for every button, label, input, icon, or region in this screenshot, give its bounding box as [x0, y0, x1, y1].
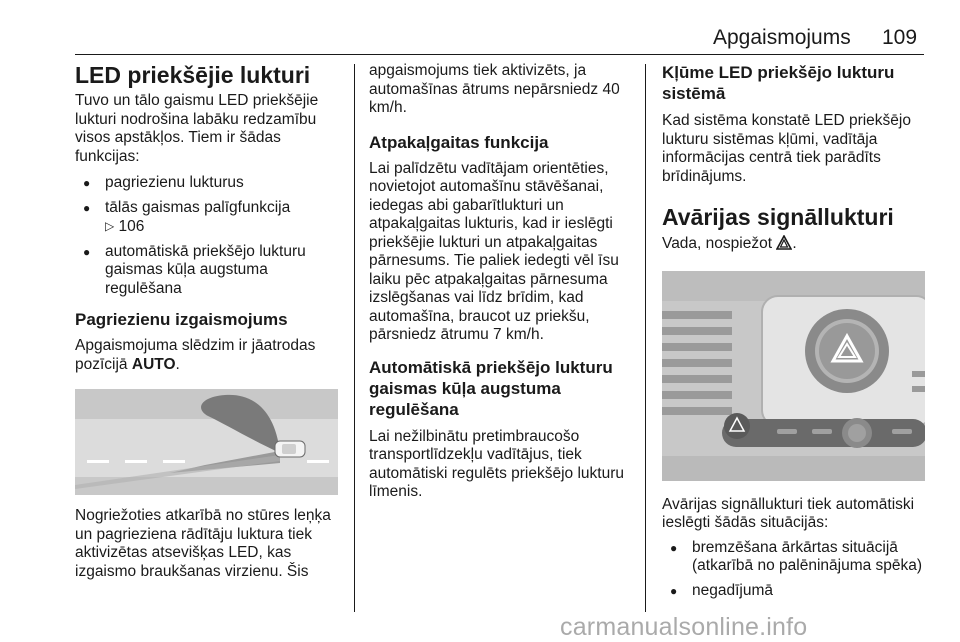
cornering-continuation: apgaismojums tiek aktivizēts, ja automašīnas ātrums nepārsniedz 40 km/h. [369, 62, 620, 116]
hazard-triangle-icon [776, 235, 792, 256]
page-ref-arrow-icon: ▷ [105, 219, 115, 233]
column-3 [662, 62, 932, 600]
fault-paragraph: Kad sistēma konstatē LED priekšējo lukturu sistēmas kļūmi, vadītāja informācijas centrā tiek parādīts brīdinājums. [662, 112, 911, 185]
bullet-item: ● negadījumā [662, 582, 932, 601]
bullet-item: ● bremzēšana ārkārtas situācijā (atkarībā no palēninājuma spēka) [662, 539, 932, 576]
sub-heading-led-fault: Kļūme LED priekšējo lukturu sistēmā [662, 63, 895, 103]
hazard-button-illustration [662, 271, 925, 481]
footer-watermark: carmanualsonline.info [560, 613, 808, 641]
auto-levelling-paragraph: Lai nežilbinātu pretimbraucošo transportlīdzekļu vadītājus, tiek automātiski regulēts priekšējo lukturu līmenis. [369, 427, 625, 500]
column-separator-1 [354, 64, 355, 612]
column-1 [75, 62, 345, 581]
sub-heading-cornering: Pagriezienu izgaismojums [75, 310, 288, 329]
hazard-auto-paragraph: Avārijas signāllukturi tiek automātiski ieslēgti šādās situācijās: [662, 495, 915, 531]
cornering-paragraph: Apgaismojuma slēdzim ir jāatrodas pozīcijā AUTO. [75, 337, 316, 373]
bullet-item: ● tālās gaismas palīgfunkcija ▷ 106 [75, 199, 345, 237]
bullet-item: ● automātiskā priekšējo lukturu gaismas kūļa augstuma regulēšana [75, 243, 345, 299]
page-number: 109 [882, 26, 918, 49]
reverse-paragraph: Lai palīdzētu vadītājam orientēties, novietojot automašīnu stāvēšanai, iedegas abi gabarītlukturi un atpakaļgaitas lukturis, kad ir ieslēgti priekšējie lukturi un atpakaļgaitas pārnesums. Tie paliek iedegti vēl īsu laiku pēc atpakaļgaitas pārnesuma izslēgšanas vai līdz brīdim, kad automašīna, braucot uz priekšu, pārsniedz ātrumu 7 km/h. [369, 159, 619, 343]
page-ref-link[interactable]: 106 [118, 218, 145, 235]
section-heading-hazard: Avārijas signāllukturi [662, 204, 894, 230]
intro-paragraph: Tuvo un tālo gaismu LED priekšējie lukturi nodrošina labāku redzamību visos apstākļos. Tiem ir šādas funkcijas: [75, 92, 319, 165]
page-header-title: Apgaismojums [713, 26, 851, 49]
section-heading-led-headlights: LED priekšējie lukturi [75, 62, 311, 88]
hazard-intro: Vada, nospiežot . [662, 235, 932, 256]
bullet-item: ● pagriezienu lukturus [75, 174, 345, 193]
sub-heading-auto-levelling: Automātiskā priekšējo lukturu gaismas kūļa augstuma regulēšana [369, 357, 613, 419]
column-2 [369, 62, 639, 502]
cornering-light-illustration [75, 389, 338, 495]
cornering-explanation: Nogriežoties atkarībā no stūres leņķa un pagrieziena rādītāju luktura tiek aktivizētas atsevišķas LED, kas izgaismo braukšanas virzienu. Šis [75, 507, 331, 580]
sub-heading-reverse: Atpakaļgaitas funkcija [369, 132, 549, 152]
column-separator-2 [645, 64, 646, 612]
header-rule [75, 54, 924, 55]
